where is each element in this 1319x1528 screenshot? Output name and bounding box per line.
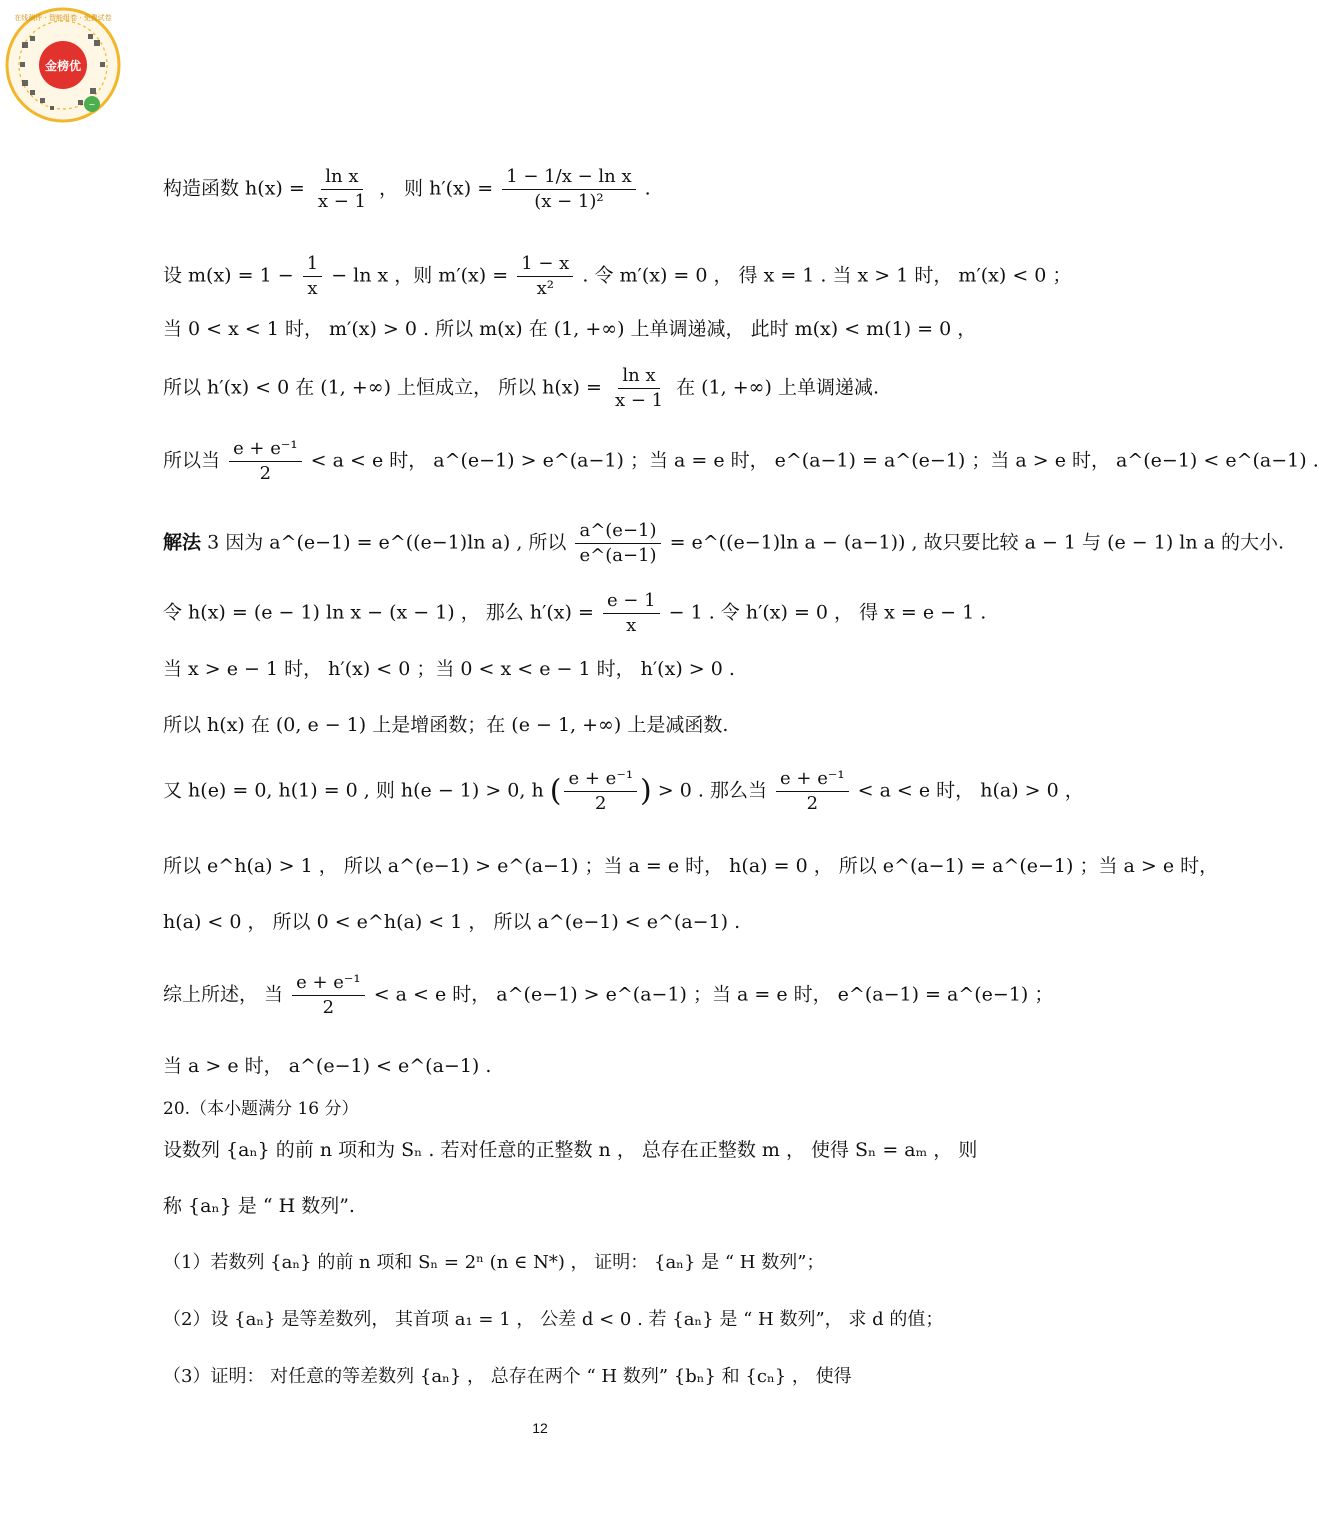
derivation-line-3: 当 0 < x < 1 时， m′(x) > 0 . 所以 m(x) 在 (1, +∞) 上单调递减， 此时 m(x) < m(1) = 0 ，: [163, 318, 977, 340]
fraction-a-power-over-e-power: $\frac{a\^{}(e-1)}{e\^{}(a-1)}$: [575, 520, 660, 567]
fraction-1-over-x: $\frac{1}{x}$: [303, 253, 322, 300]
summary-line: 综上所述， 当 $\frac{\text{e + e⁻¹}}{2}$ < a < e 时， a^(e−1) > e^(a−1) ；当 a = e 时， e^(a−1) = a^(e−1) ；: [163, 972, 1054, 1018]
derivation-line-11: 所以 e^h(a) > 1 ， 所以 a^(e−1) > e^(a−1) ；当 a = e 时， h(a) = 0 ， 所以 e^(a−1) = a^(e−1) ；当 a > e 时，: [163, 855, 1219, 877]
derivation-line-1: 构造函数 h(x) = $\frac{\text{ln x}}{x - 1}$ ， 则 h′(x) = $\frac{\text{1 − 1/x − ln x}}{\text{(x − 1)²}}$ .: [163, 166, 651, 212]
jinbangyou-seal-logo: [4, 6, 122, 124]
question-20-definition-2: 称 {aₙ} 是 “ H 数列”.: [163, 1195, 355, 1217]
question-20-heading: 20.（本小题满分 16 分）: [163, 1099, 359, 1119]
question-20-part-2: （2）设 {aₙ} 是等差数列， 其首项 a₁ = 1 ， 公差 d < 0 . 若 {aₙ} 是 “ H 数列”， 求 d 的值；: [163, 1309, 944, 1330]
derivation-line-2: 设 m(x) = 1 − $\frac{1}{x}$ − ln x ，则 m′(x) = $\frac{1 - x}{\text{x²}}$ . 令 m′(x) = 0 ， 得 x = 1 . 当 x > 1 时， m′(x) < 0 ；: [163, 253, 1072, 299]
solution-method-3-line: 解法 3 因为 a^(e−1) = e^((e−1)ln a) , 所以 $\frac{a\^{}(e-1)}{e\^{}(a-1)}$ = e^((e−1)ln a − (a−1)) , 故只要比较 a − 1 与 (e − 1) ln a 的大小.: [163, 520, 1285, 566]
fraction-e-plus-e-inverse-over-2: $\frac{\text{e + e⁻¹}}{2}$: [229, 438, 302, 485]
fraction-e-plus-e-inverse-over-2: $\frac{\text{e + e⁻¹}}{2}$: [564, 768, 637, 815]
derivation-line-12: h(a) < 0 ， 所以 0 < e^h(a) < 1 ， 所以 a^(e−1) < e^(a−1) .: [163, 911, 741, 933]
derivation-line-9: 所以 h(x) 在 (0, e − 1) 上是增函数；在 (e − 1, +∞) 上是减函数.: [163, 714, 729, 736]
seal-center-text: 金榜优: [44, 59, 82, 73]
solution-label: 解法: [163, 531, 202, 554]
question-20-definition: 设数列 {aₙ} 的前 n 项和为 Sₙ . 若对任意的正整数 n ， 总存在正整数 m ， 使得 Sₙ = aₘ ， 则: [163, 1139, 978, 1161]
seal-ring-text: 在线测评 · 智能组卷 · 免费试卷: [14, 14, 112, 22]
derivation-line-8: 当 x > e − 1 时， h′(x) < 0 ；当 0 < x < e − 1 时， h′(x) > 0 .: [163, 658, 735, 680]
fraction-e-plus-e-inverse-over-2: $\frac{\text{e + e⁻¹}}{2}$: [292, 972, 365, 1019]
question-20-part-3: （3）证明： 对任意的等差数列 {aₙ} ， 总存在两个 “ H 数列” {bₙ} 和 {cₙ} ， 使得: [163, 1366, 852, 1387]
page-number: 12: [532, 1420, 548, 1436]
fraction-e-minus-1-over-x: $\frac{e - 1}{x}$: [603, 590, 660, 637]
derivation-line-4: 所以 h′(x) < 0 在 (1, +∞) 上恒成立， 所以 h(x) = $\frac{\text{ln x}}{x - 1}$ 在 (1, +∞) 上单调递减.: [163, 365, 879, 411]
question-20-part-1: （1）若数列 {aₙ} 的前 n 项和 Sₙ = 2ⁿ (n ∈ N*) ， 证明： {aₙ} 是 “ H 数列”；: [163, 1252, 825, 1273]
text-segment: 构造函数 h(x) =: [163, 177, 305, 200]
derivation-line-7: 令 h(x) = (e − 1) ln x − (x − 1) ， 那么 h′(x) = $\frac{e - 1}{x}$ − 1 . 令 h′(x) = 0 ， 得 x = e − 1 .: [163, 590, 987, 636]
svg-text:∽: ∽: [88, 100, 96, 109]
fraction-ln-x-over-x-minus-1: $\frac{\text{ln x}}{x - 1}$: [614, 365, 664, 411]
text-segment: ， 则 h′(x) =: [379, 177, 494, 200]
fraction-h-prime: $\frac{\text{1 − 1/x − ln x}}{\text{(x − 1)²}}$: [502, 166, 635, 213]
fraction-e-plus-e-inverse-over-2: $\frac{\text{e + e⁻¹}}{2}$: [776, 768, 849, 815]
derivation-line-10: 又 h(e) = 0, h(1) = 0 , 则 h(e − 1) > 0, h ( $\frac{\text{e + e⁻¹}}{2}$ ) > 0 . 那么当 $\frac{\text{e + e⁻¹}}{2}$ < a < e 时， h(a) > 0 ，: [163, 768, 1084, 814]
fraction-m-prime: $\frac{1 - x}{\text{x²}}$: [517, 253, 573, 300]
summary-line-2: 当 a > e 时， a^(e−1) < e^(a−1) .: [163, 1055, 492, 1077]
fraction-ln-x-over-x-minus-1: $\frac{\text{ln x}}{x - 1}$: [317, 166, 366, 212]
derivation-line-5: 所以当 $\frac{\text{e + e⁻¹}}{2}$ < a < e 时， a^(e−1) > e^(a−1) ；当 a = e 时， e^(a−1) = a^(e−1) ；当 a > e 时， a^(e−1) < e^(a−1) .: [163, 438, 1319, 484]
